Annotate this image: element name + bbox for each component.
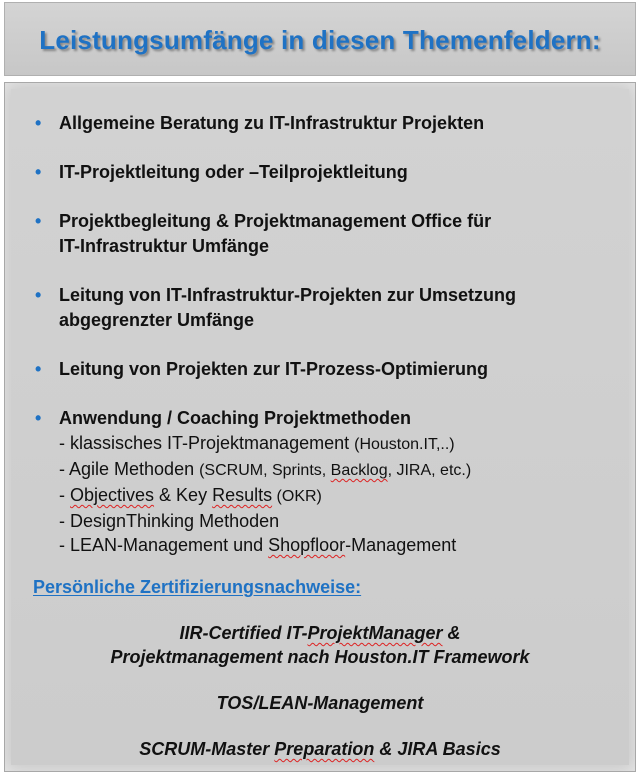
list-item bbox=[33, 406, 613, 557]
certificate-text: & bbox=[442, 623, 461, 643]
list-item-label: Leitung von Projekten zur IT-Prozess-Optimierung bbox=[59, 359, 489, 379]
list-item-label: Allgemeine Beratung zu IT-Infrastruktur Projekten bbox=[59, 113, 485, 133]
content-panel bbox=[4, 82, 636, 772]
certificate-line bbox=[11, 737, 629, 761]
sublist-text: - Agile Methoden bbox=[59, 459, 200, 479]
bullet-icon: • bbox=[35, 285, 42, 305]
sublist-item bbox=[59, 483, 613, 509]
bullet-icon: • bbox=[35, 359, 42, 379]
sublist-note: , JIRA, etc.) bbox=[387, 462, 472, 479]
list-item-label-line2: IT-Infrastruktur Umfänge bbox=[59, 236, 270, 256]
sublist-text: - bbox=[59, 485, 70, 505]
list-item-label: IT-Projektleitung oder –Teilprojektleitung bbox=[59, 162, 408, 182]
certificate-text: Preparation bbox=[274, 739, 375, 759]
sublist-text: Results bbox=[212, 485, 273, 505]
sublist-text: & Key bbox=[154, 485, 213, 505]
service-list bbox=[33, 111, 613, 557]
certificate-text: ProjektManager bbox=[307, 623, 443, 643]
sublist-text: Shopfloor bbox=[268, 535, 346, 555]
sublist-note: (OKR) bbox=[272, 488, 322, 505]
certificates-heading: Persönliche Zertifizierungsnachweise: bbox=[33, 577, 362, 597]
sublist-text: - klassisches IT-Projektmanagement bbox=[59, 433, 355, 453]
sublist-item bbox=[59, 533, 613, 557]
certificate-text: IIR-Certified IT- bbox=[179, 623, 308, 643]
sublist-item bbox=[59, 509, 613, 533]
content-panel-inner bbox=[11, 89, 629, 765]
sublist-text: -Management bbox=[345, 535, 457, 555]
bullet-icon: • bbox=[35, 162, 42, 182]
list-item bbox=[33, 160, 613, 185]
page-title: Leistungsumfänge in diesen Themenfeldern: bbox=[39, 25, 601, 55]
list-item bbox=[33, 283, 613, 333]
list-item-label-line1: Projektbegleitung & Projektmanagement Office für bbox=[59, 211, 492, 231]
sublist-text: Objectives bbox=[70, 485, 155, 505]
title-banner bbox=[4, 2, 636, 76]
certificate-text: & JIRA Basics bbox=[374, 739, 501, 759]
list-item bbox=[33, 209, 613, 259]
bullet-icon: • bbox=[35, 211, 42, 231]
sublist-note: Backlog bbox=[330, 462, 388, 479]
sublist-text: - DesignThinking Methoden bbox=[59, 511, 280, 531]
list-item-label-line2: abgegrenzter Umfänge bbox=[59, 310, 255, 330]
certificate-line: Projektmanagement nach Houston.IT Framework bbox=[110, 647, 530, 667]
sublist-item bbox=[59, 457, 613, 483]
sublist-text: - LEAN-Management und bbox=[59, 535, 269, 555]
list-item bbox=[33, 357, 613, 382]
sublist-note: (SCRUM, Sprints, bbox=[199, 462, 331, 479]
certificate-line: TOS/LEAN-Management bbox=[216, 693, 424, 713]
certificates-list bbox=[11, 621, 629, 761]
spacer bbox=[11, 669, 629, 691]
sublist-item bbox=[59, 431, 613, 457]
method-sublist bbox=[59, 431, 613, 557]
certificate-text: SCRUM-Master bbox=[139, 739, 275, 759]
spacer bbox=[11, 715, 629, 737]
list-item-label: Anwendung / Coaching Projektmethoden bbox=[59, 408, 412, 428]
bullet-icon: • bbox=[35, 113, 42, 133]
list-item bbox=[33, 111, 613, 136]
bullet-icon: • bbox=[35, 408, 42, 428]
certificate-line bbox=[11, 621, 629, 645]
sublist-note: (Houston.IT,..) bbox=[354, 436, 455, 453]
list-item-label-line1: Leitung von IT-Infrastruktur-Projekten zur Umsetzung bbox=[59, 285, 517, 305]
